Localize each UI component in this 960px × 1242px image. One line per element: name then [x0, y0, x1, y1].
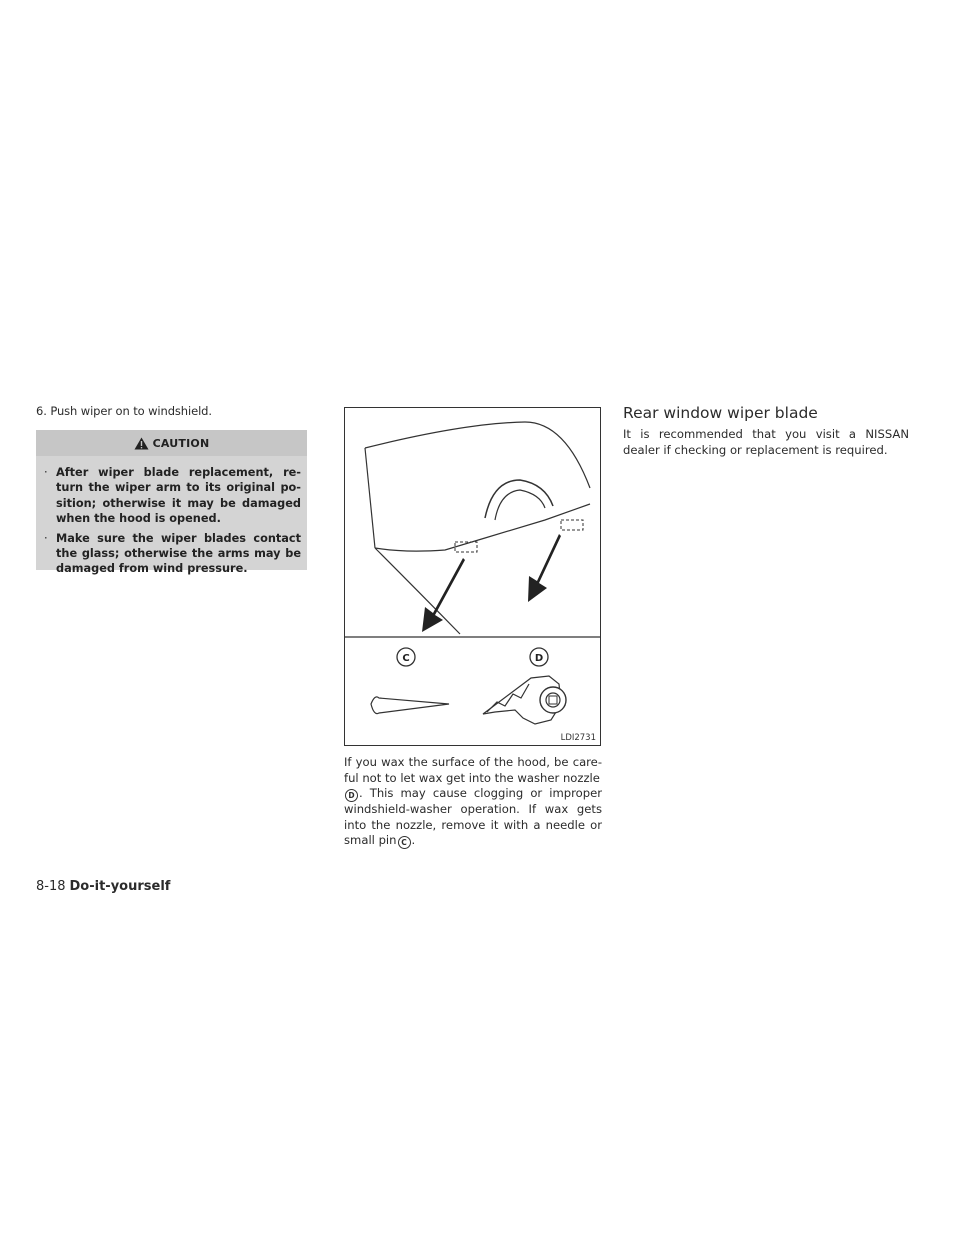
page-number: 8-18 [36, 879, 66, 894]
wax-text-2: . This may cause clogging or improper windshield-washer operation. If wax gets into the nozzle, remove it with a needle or small pin [344, 786, 602, 848]
wax-text-1: If you wax the surface of the hood, be care-ful not to let wax get into the washer nozzle [344, 755, 602, 785]
wax-text-3: . [411, 833, 416, 848]
pin-ref-c: C [398, 836, 411, 849]
caution-header [36, 430, 307, 456]
caution-bullet-text: Make sure the wiper blades contact the glass; otherwise the arms may be damaged from wind pressure. [56, 531, 301, 576]
figure-label-c: C [402, 653, 410, 664]
figure-code: LDI2731 [560, 733, 596, 743]
section-title: Do-it-yourself [69, 879, 171, 894]
step-6-text: 6. Push wiper on to windshield. [36, 404, 212, 418]
caution-bullet-text: After wiper blade replacement, re-turn the wiper arm to its original po-sition; otherwise it may be damaged when the hood is opened. [56, 466, 301, 526]
washer-nozzle-illustration [345, 408, 600, 745]
rear-wiper-text: It is recommended that you visit a NISSAN dealer if checking or replacement is required. [623, 427, 909, 457]
nozzle-ref-d: D [345, 789, 358, 802]
warning-icon [134, 437, 149, 450]
figure-label-d: D [534, 653, 544, 664]
rear-wiper-heading: Rear window wiper blade [623, 404, 818, 422]
caution-bullets [44, 465, 301, 581]
caution-bullet: · After wiper blade replacement, re-turn the wiper arm to its original po-sition; otherwise it may be damaged when the hood is opened. [44, 466, 301, 526]
caution-bullet: · Make sure the wiper blades contact the glass; otherwise the arms may be damaged from wind pressure. [44, 531, 301, 576]
wax-paragraph [344, 755, 602, 849]
caution-box [36, 430, 307, 576]
page-footer [36, 879, 170, 894]
washer-nozzle-figure [344, 407, 601, 746]
caution-title: CAUTION [152, 436, 210, 450]
